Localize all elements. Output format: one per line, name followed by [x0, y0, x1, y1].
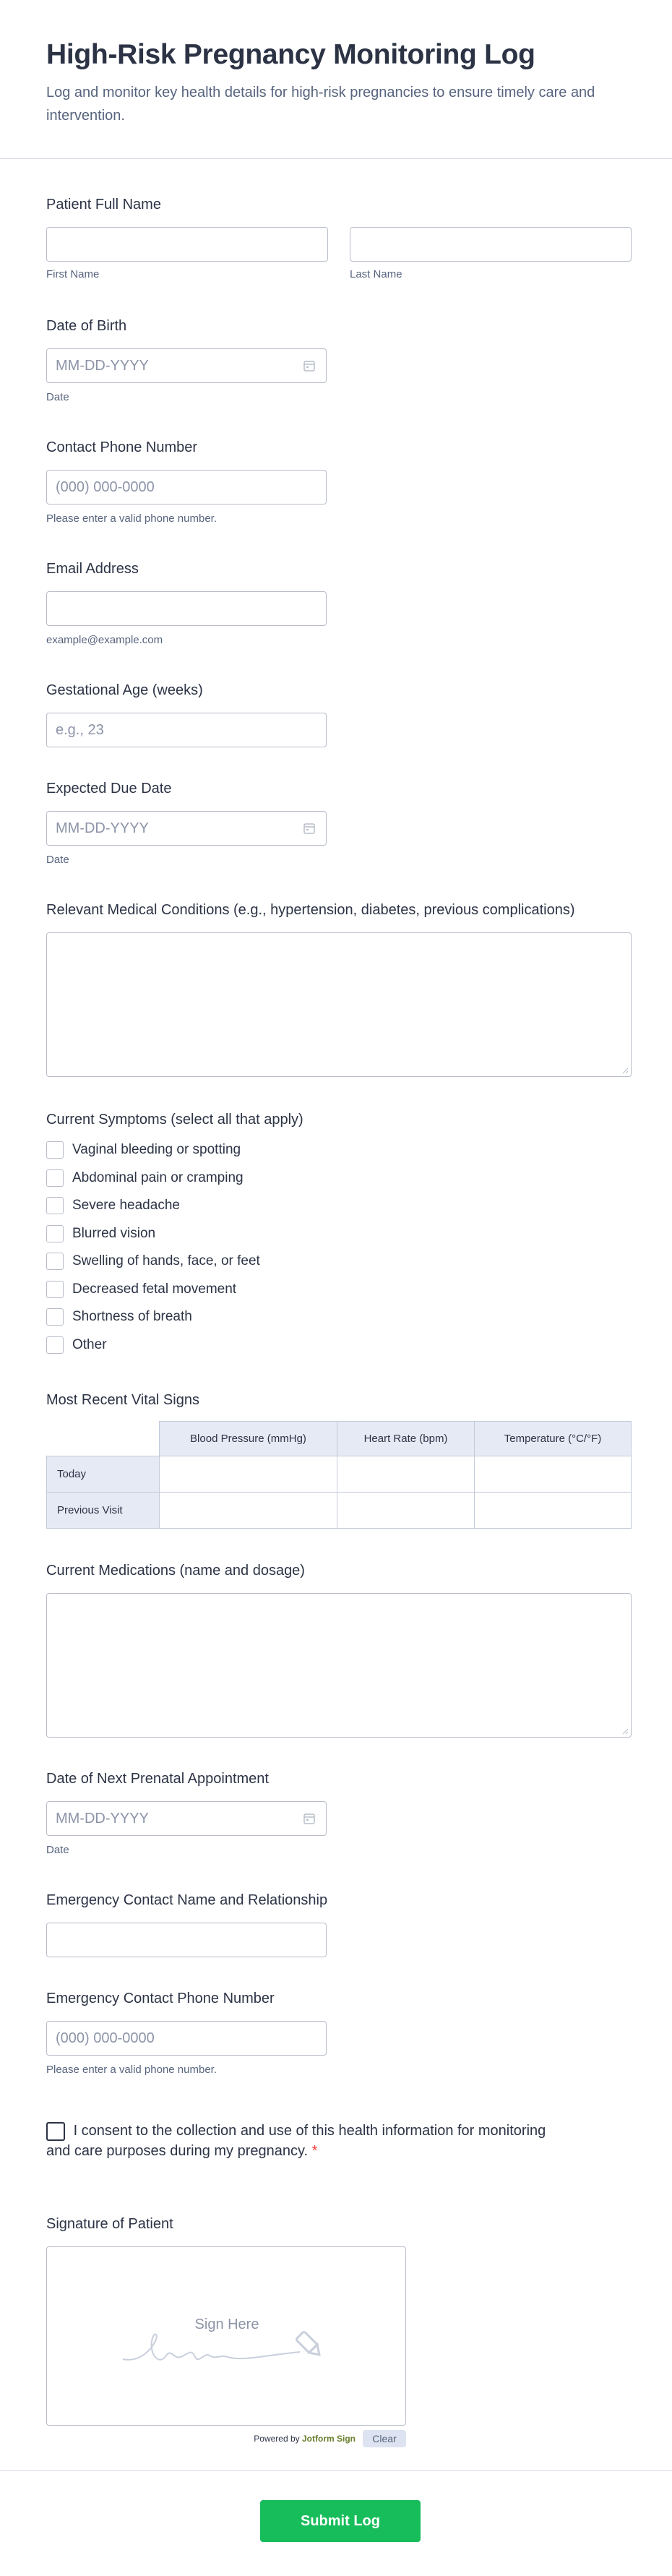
vitals-cell-input[interactable] — [160, 1456, 337, 1493]
next-appointment-field — [46, 1769, 327, 1858]
medications-textarea[interactable] — [46, 1593, 632, 1738]
symptom-checkbox[interactable] — [46, 1141, 64, 1159]
powered-prefix: Powered by — [254, 2434, 300, 2444]
email-sublabel: example@example.com — [46, 634, 163, 646]
due-date-field — [46, 779, 327, 867]
conditions-field — [46, 901, 632, 1077]
symptom-checkbox[interactable] — [46, 1336, 64, 1354]
gestational-age-input[interactable] — [46, 713, 327, 747]
last-name-sublabel: Last Name — [350, 268, 402, 280]
vitals-cell-input[interactable] — [475, 1456, 632, 1493]
table-row — [47, 1493, 632, 1529]
symptom-label: Blurred vision — [72, 1225, 156, 1241]
phone-field — [46, 438, 327, 526]
vitals-field — [46, 1391, 632, 1529]
calendar-icon[interactable] — [303, 359, 316, 372]
email-input[interactable] — [46, 591, 327, 626]
next-appointment-label: Date of Next Prenatal Appointment — [46, 1771, 269, 1787]
powered-by-text — [254, 2434, 356, 2444]
symptoms-field — [46, 1110, 303, 1359]
vitals-col-header: Blood Pressure (mmHg) — [160, 1422, 337, 1456]
consent-label: I consent to the collection and use of this health information for monitoring and care purposes during my pregnancy. — [46, 2123, 546, 2159]
resize-handle-icon[interactable] — [621, 1067, 629, 1074]
symptoms-label: Current Symptoms (select all that apply) — [46, 1112, 303, 1128]
vitals-label: Most Recent Vital Signs — [46, 1392, 199, 1408]
symptom-label: Shortness of breath — [72, 1309, 192, 1325]
sign-here-hint: Sign Here — [194, 2317, 259, 2332]
page-title: High-Risk Pregnancy Monitoring Log — [46, 39, 535, 70]
emergency-name-field — [46, 1891, 327, 1957]
submit-button[interactable]: Submit Log — [260, 2500, 421, 2542]
patient-name-field — [46, 195, 632, 282]
medications-field — [46, 1561, 632, 1738]
vitals-cell-input[interactable] — [160, 1493, 337, 1529]
symptom-option[interactable] — [46, 1331, 303, 1360]
medications-label: Current Medications (name and dosage) — [46, 1563, 305, 1579]
form-footer — [0, 2470, 672, 2576]
symptom-option[interactable] — [46, 1276, 303, 1304]
email-label: Email Address — [46, 561, 139, 577]
symptoms-list — [46, 1136, 303, 1359]
due-date-sublabel: Date — [46, 854, 69, 866]
next-appointment-sublabel: Date — [46, 1844, 69, 1856]
emergency-name-input[interactable] — [46, 1923, 327, 1957]
symptom-checkbox[interactable] — [46, 1225, 64, 1242]
symptom-checkbox[interactable] — [46, 1308, 64, 1326]
symptom-option[interactable] — [46, 1136, 303, 1164]
emergency-name-label: Emergency Contact Name and Relationship — [46, 1892, 328, 1908]
gestational-age-placeholder: e.g., 23 — [56, 721, 104, 738]
vitals-table — [46, 1421, 632, 1529]
required-mark: * — [311, 2143, 318, 2159]
dob-placeholder: MM-DD-YYYY — [56, 357, 149, 374]
emergency-phone-input[interactable] — [46, 2021, 327, 2056]
dob-sublabel: Date — [46, 391, 69, 403]
gestational-age-field — [46, 681, 327, 747]
vitals-cell-input[interactable] — [475, 1493, 632, 1529]
dob-field — [46, 317, 327, 405]
email-field — [46, 559, 327, 648]
page-description: Log and monitor key health details for high-risk pregnancies to ensure timely care and intervention. — [46, 85, 595, 124]
first-name-input[interactable] — [46, 227, 328, 262]
vitals-cell-input[interactable] — [337, 1493, 475, 1529]
signature-pad[interactable] — [46, 2246, 406, 2426]
symptom-option[interactable] — [46, 1220, 303, 1248]
due-date-label: Expected Due Date — [46, 781, 172, 797]
symptom-label: Swelling of hands, face, or feet — [72, 1253, 260, 1269]
symptom-checkbox[interactable] — [46, 1253, 64, 1270]
vitals-row-header: Today — [47, 1456, 160, 1493]
resize-handle-icon[interactable] — [621, 1727, 629, 1735]
phone-placeholder: (000) 000-0000 — [56, 478, 155, 495]
form-header — [0, 0, 672, 159]
last-name-input[interactable] — [350, 227, 632, 262]
symptom-label: Decreased fetal movement — [72, 1281, 237, 1297]
vitals-col-header: Temperature (°C/°F) — [475, 1422, 632, 1456]
symptom-option[interactable] — [46, 1303, 303, 1331]
symptom-label: Vaginal bleeding or spotting — [72, 1142, 241, 1158]
symptom-label: Severe headache — [72, 1198, 180, 1214]
dob-label: Date of Birth — [46, 318, 127, 334]
symptom-label: Other — [72, 1336, 107, 1352]
dob-input[interactable] — [46, 348, 327, 383]
calendar-icon[interactable] — [303, 822, 316, 835]
vitals-cell-input[interactable] — [337, 1456, 475, 1493]
emergency-phone-placeholder: (000) 000-0000 — [56, 2030, 155, 2046]
symptom-checkbox[interactable] — [46, 1281, 64, 1298]
calendar-icon[interactable] — [303, 1812, 316, 1825]
signature-field — [46, 2215, 406, 2447]
next-appointment-input[interactable] — [46, 1801, 327, 1836]
symptom-option[interactable] — [46, 1164, 303, 1193]
symptom-option[interactable] — [46, 1192, 303, 1220]
first-name-sublabel: First Name — [46, 268, 100, 280]
due-date-input[interactable] — [46, 811, 327, 846]
emergency-phone-sublabel: Please enter a valid phone number. — [46, 2064, 217, 2076]
powered-brand: Jotform Sign — [302, 2434, 356, 2444]
consent-checkbox[interactable] — [46, 2122, 65, 2141]
consent-text-block — [46, 2121, 552, 2161]
next-appointment-placeholder: MM-DD-YYYY — [56, 1810, 149, 1826]
phone-label: Contact Phone Number — [46, 439, 198, 455]
vitals-row-header: Previous Visit — [47, 1493, 160, 1529]
emergency-phone-field — [46, 1989, 327, 2077]
consent-field — [46, 2121, 552, 2161]
signature-label: Signature of Patient — [46, 2216, 173, 2232]
vitals-corner-cell — [47, 1422, 160, 1456]
phone-input[interactable] — [46, 470, 327, 505]
symptom-label: Abdominal pain or cramping — [72, 1169, 244, 1185]
patient-name-label: Patient Full Name — [46, 197, 161, 212]
emergency-phone-label: Emergency Contact Phone Number — [46, 1991, 275, 2006]
due-date-placeholder: MM-DD-YYYY — [56, 820, 149, 836]
vitals-header-row — [47, 1422, 632, 1456]
gestational-age-label: Gestational Age (weeks) — [46, 682, 203, 698]
table-row — [47, 1456, 632, 1493]
clear-signature-button[interactable]: Clear — [363, 2430, 406, 2447]
conditions-label: Relevant Medical Conditions (e.g., hypertension, diabetes, previous complications) — [46, 902, 575, 918]
phone-sublabel: Please enter a valid phone number. — [46, 512, 217, 525]
symptom-checkbox[interactable] — [46, 1169, 64, 1187]
vitals-col-header: Heart Rate (bpm) — [337, 1422, 475, 1456]
conditions-textarea[interactable] — [46, 932, 632, 1077]
symptom-checkbox[interactable] — [46, 1197, 64, 1214]
symptom-option[interactable] — [46, 1248, 303, 1276]
